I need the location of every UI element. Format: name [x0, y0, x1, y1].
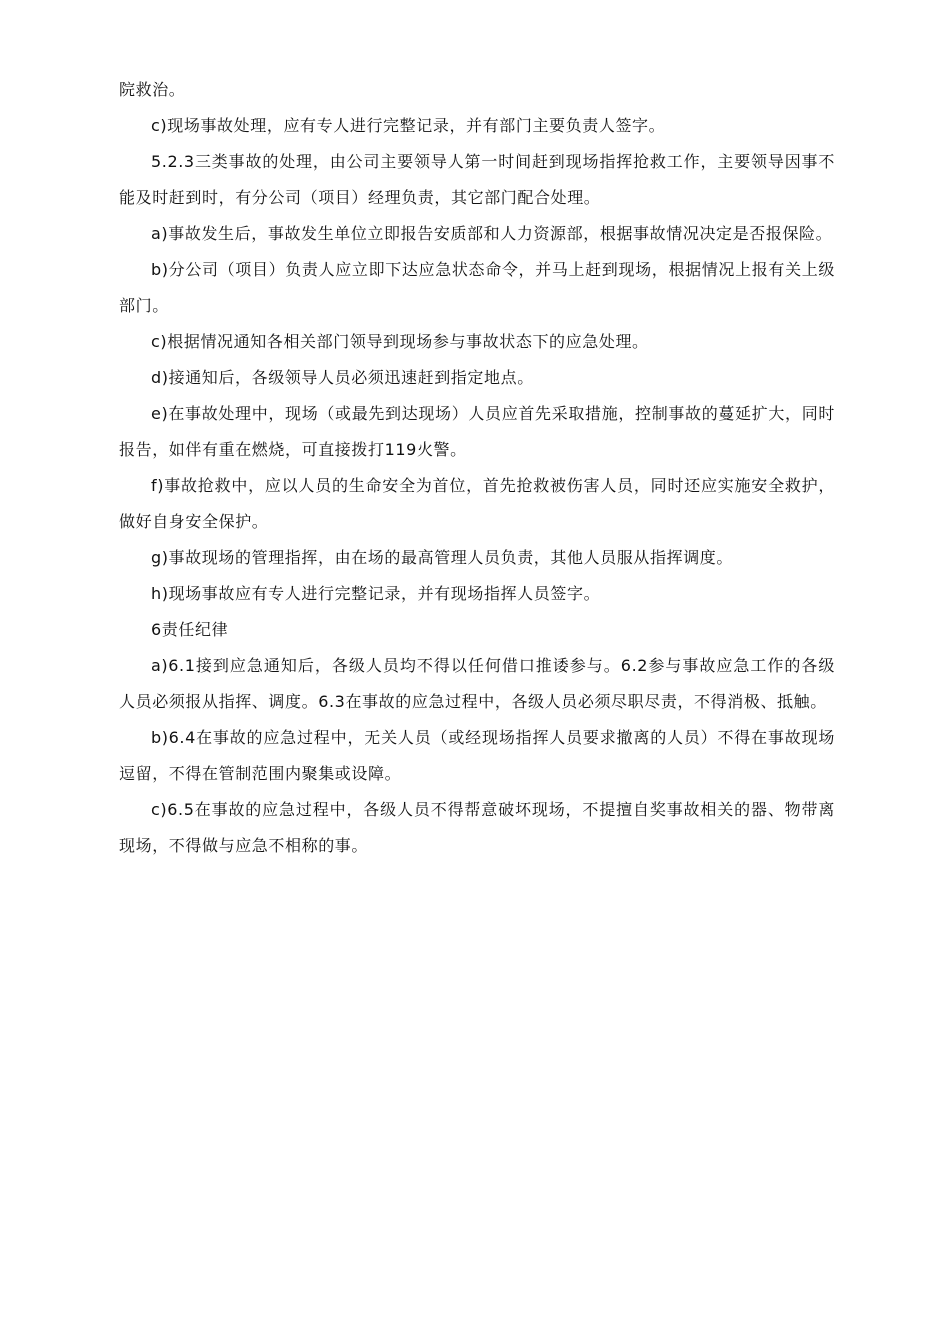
- paragraph-b-6-4: b)6.4在事故的应急过程中，无关人员（或经现场指挥人员要求撤离的人员）不得在事故现场逗留，不得在管制范围内聚集或设障。: [119, 728, 835, 783]
- paragraph-5-2-3: 5.2.3三类事故的处理，由公司主要领导人第一时间赶到现场指挥抢救工作，主要领导因事不能及时赶到时，有分公司（项目）经理负责，其它部门配合处理。: [119, 152, 835, 207]
- section-heading-6: 6责任纪律: [151, 620, 229, 639]
- paragraph-g-command: g)事故现场的管理指挥，由在场的最高管理人员负责，其他人员服从指挥调度。: [151, 548, 733, 567]
- document-body: [119, 72, 835, 864]
- paragraph-c-record: c)现场事故处理，应有专人进行完整记录，并有部门主要负责人签字。: [151, 116, 666, 135]
- paragraph-c-6-5: c)6.5在事故的应急过程中，各级人员不得帮意破坏现场，不提擅自奖事故相关的器、物带离现场，不得做与应急不相称的事。: [119, 800, 835, 855]
- paragraph-d-arrive: d)接通知后，各级领导人员必须迅速赶到指定地点。: [151, 368, 534, 387]
- paragraph-b-emergency-order: b)分公司（项目）负责人应立即下达应急状态命令，并马上赶到现场，根据情况上报有关上级部门。: [119, 260, 835, 315]
- paragraph-h-record: h)现场事故应有专人进行完整记录，并有现场指挥人员签字。: [151, 584, 601, 603]
- paragraph-a-report: a)事故发生后，事故发生单位立即报告安质部和人力资源部，根据事故情况决定是否报保险。: [151, 224, 833, 243]
- paragraph-a-6-1: a)6.1接到应急通知后，各级人员均不得以任何借口推诿参与。6.2参与事故应急工作的各级人员必须报从指挥、调度。6.3在事故的应急过程中，各级人员必须尽职尽责，不得消极、抵触。: [119, 656, 835, 711]
- paragraph-f-rescue: f)事故抢救中，应以人员的生命安全为首位，首先抢救被伤害人员，同时还应实施安全救护，做好自身安全保护。: [119, 476, 835, 531]
- paragraph-continuation: 院救治。: [119, 80, 186, 99]
- paragraph-c-notify: c)根据情况通知各相关部门领导到现场参与事故状态下的应急处理。: [151, 332, 649, 351]
- paragraph-e-measures: e)在事故处理中，现场（或最先到达现场）人员应首先采取措施，控制事故的蔓延扩大，同时报告，如伴有重在燃烧，可直接拨打119火警。: [119, 404, 835, 459]
